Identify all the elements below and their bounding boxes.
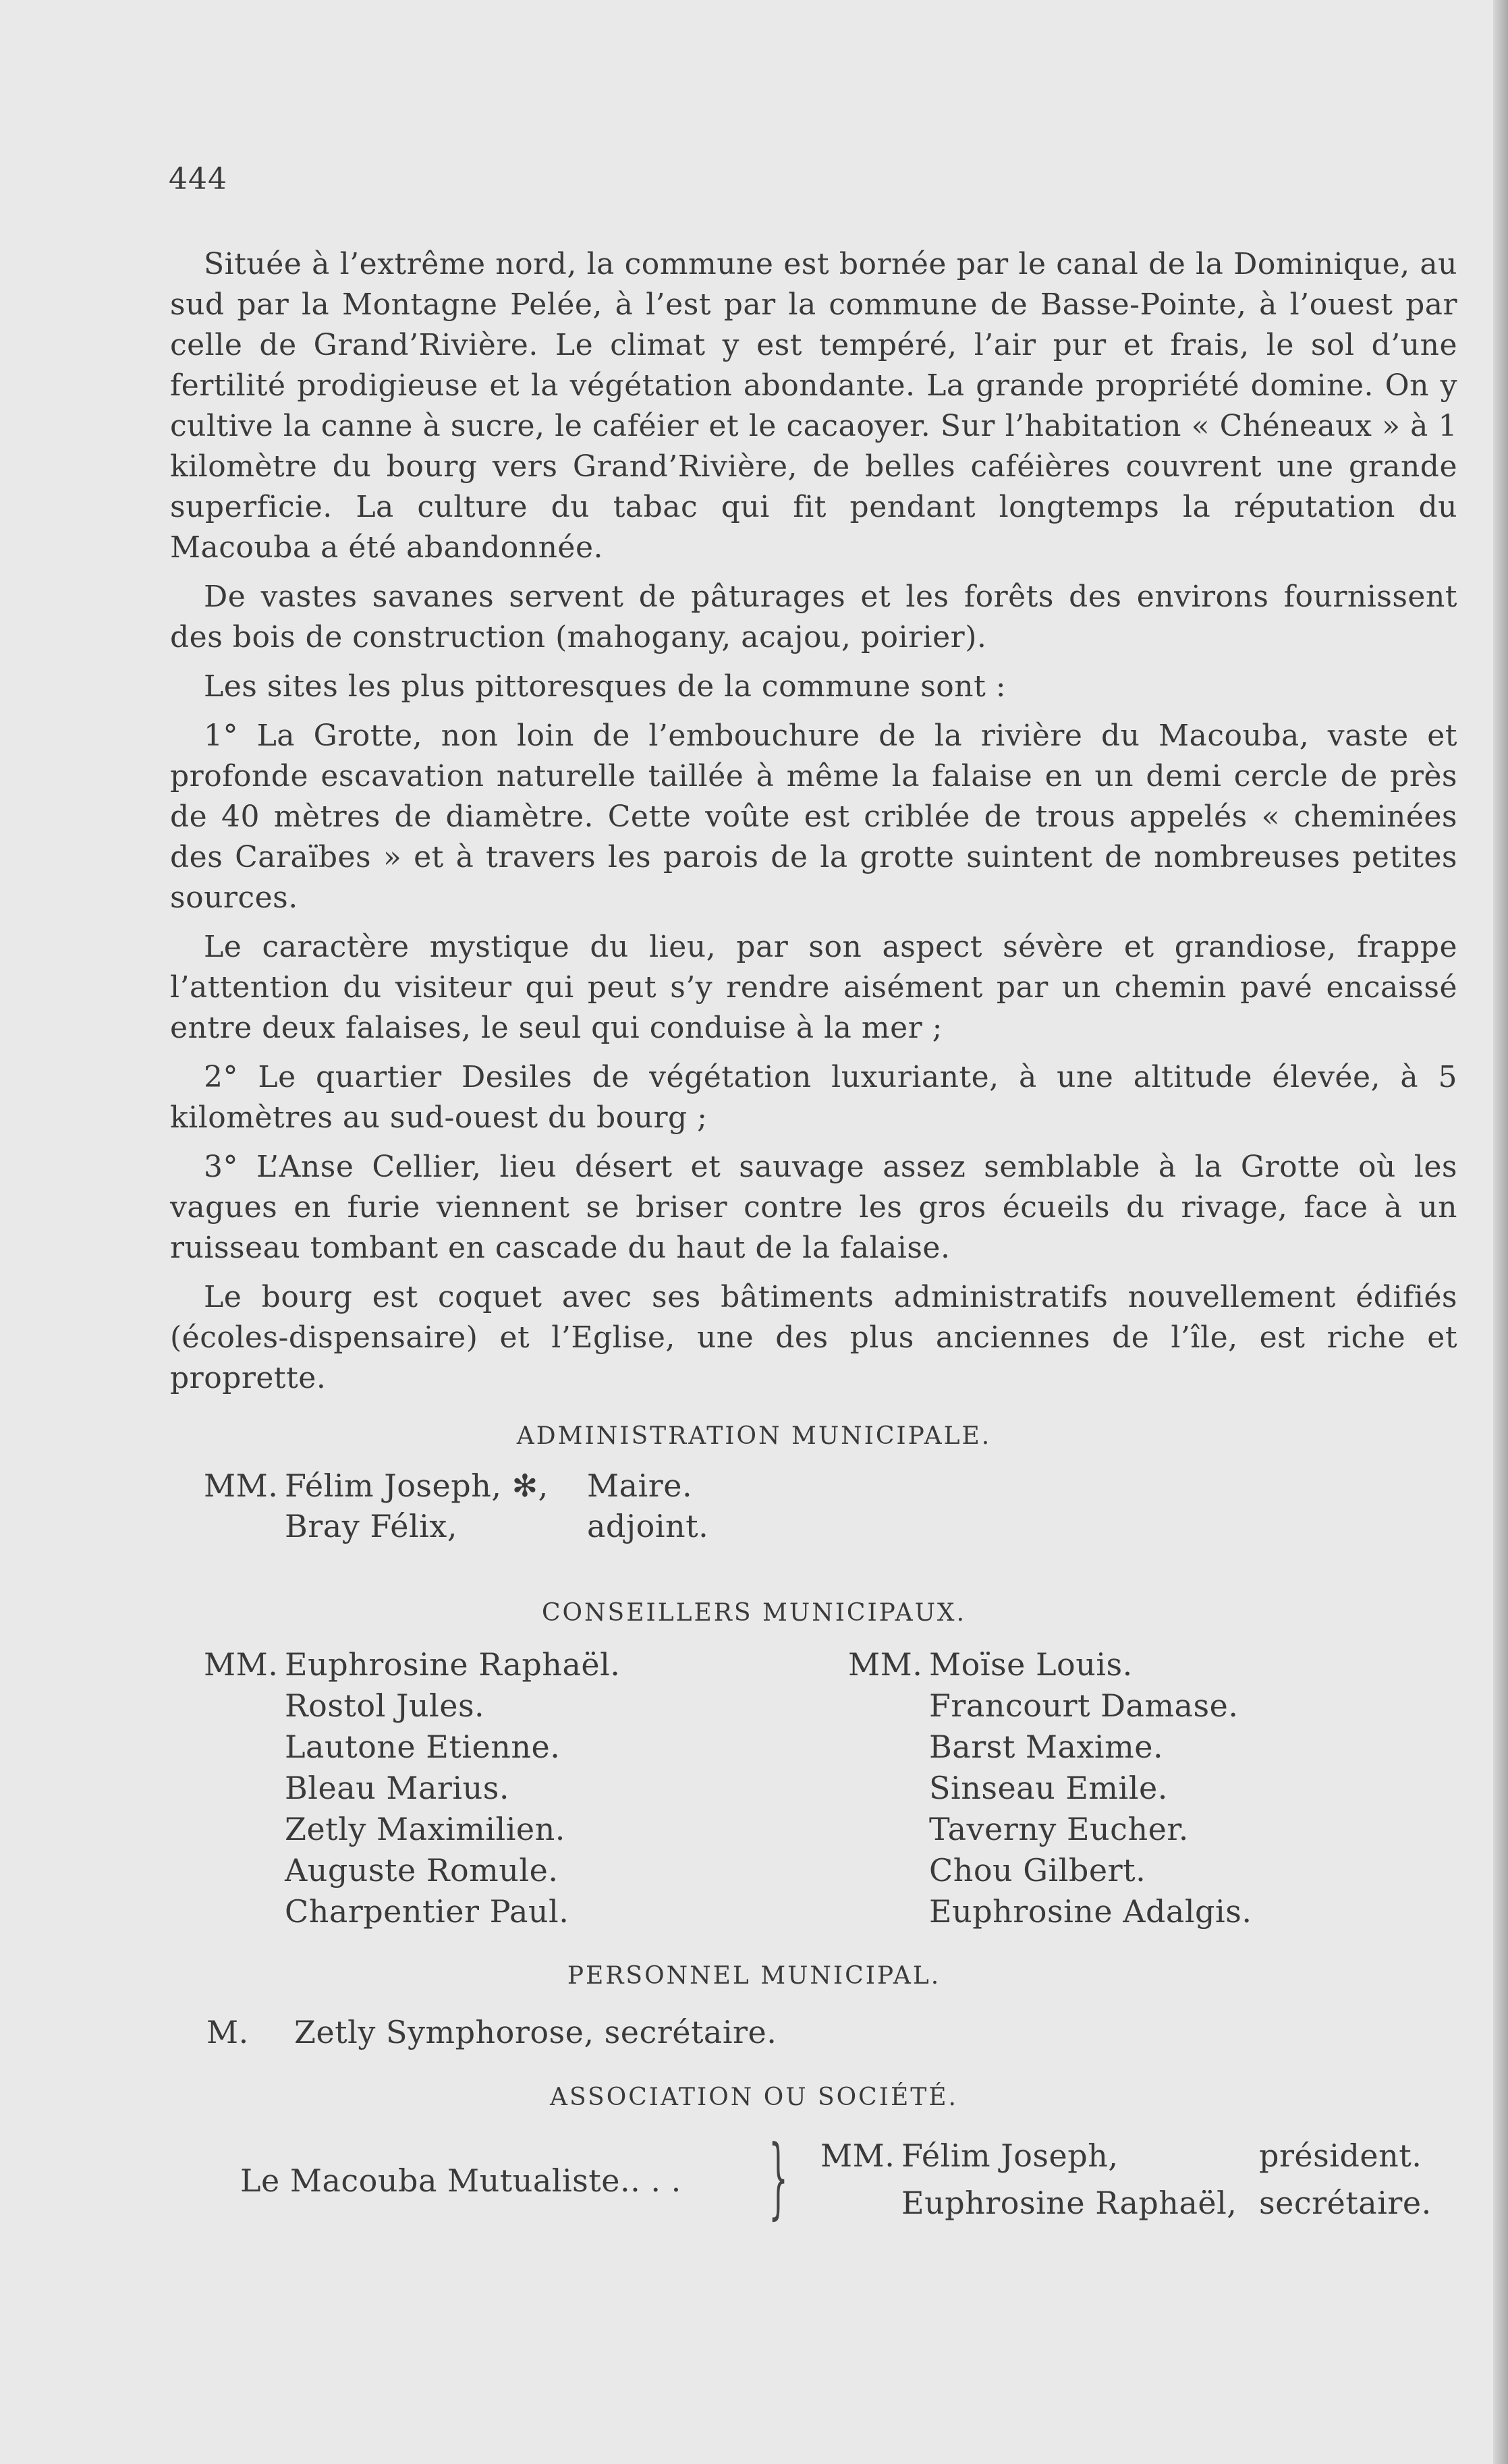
councillor: Lautone Etienne. <box>285 1729 561 1765</box>
paragraph: Située à l’extrême nord, la commune est bornée par le canal de la Dominique, au sud par la Montagne Pelée, à l’est par la commune de Basse-Pointe, à l’ouest par celle de Grand’Rivière. Le climat y est tempéré, l’air pur et frais, le sol d’une fertilité prodigieuse et la végétation abondante. La grande propriété domine. On y cultive la canne à sucre, le caféier et le cacaoyer. Sur l’habitation « Chéneaux » à 1 kilomètre du bourg vers Grand’Rivière, de belles caféières couvrent une grande superficie. La culture du tabac qui fit pendant longtemps la réputation du Macouba a été abandonnée. <box>170 247 1457 565</box>
council-prefix: MM. <box>848 1646 923 1683</box>
councillor: Zetly Maximilien. <box>285 1811 565 1847</box>
paragraph: 1° La Grotte, non loin de l’embouchure de la rivière du Macouba, vaste et profonde escavation naturelle taillée à même la falaise en un demi cercle de près de 40 mètres de diamètre. Cette voûte est criblée de trous appelés « cheminées des Caraïbes » et à travers les parois de la grotte suintent de nombreuses petites sources. <box>170 719 1457 915</box>
councillors-left-column <box>204 1644 848 1932</box>
administration-list <box>204 1465 708 1546</box>
association-prefix: MM. <box>820 2137 895 2174</box>
staff-prefix: M. <box>206 2014 249 2050</box>
admin-prefix: MM. <box>204 1467 279 1504</box>
paragraph: Les sites les plus pittoresques de la commune sont : <box>204 669 1007 704</box>
councillor: Chou Gilbert. <box>929 1852 1146 1888</box>
body-text <box>170 244 1457 1407</box>
paragraph: De vastes savanes servent de pâturages et les forêts des environs fournissent des bois de construction (mahogany, acajou, poirier). <box>170 580 1457 654</box>
admin-name: Bray Félix, <box>285 1508 457 1544</box>
association-member-role: secrétaire. <box>1259 2185 1432 2221</box>
council-prefix: MM. <box>204 1646 279 1683</box>
admin-row <box>204 1506 708 1546</box>
paragraph: Le caractère mystique du lieu, par son aspect sévère et grandiose, frappe l’attention du visiteur qui peut s’y rendre aisément par un chemin pavé encaissé entre deux falaises, le seul qui conduise à la mer ; <box>170 930 1457 1045</box>
councillors-list <box>204 1644 1351 1932</box>
association-members <box>820 2132 1432 2227</box>
association-member-name: Euphrosine Raphaël, <box>901 2185 1237 2221</box>
admin-role: adjoint. <box>587 1508 709 1544</box>
association-member-name: Félim Joseph, <box>901 2137 1119 2174</box>
councillor: Barst Maxime. <box>929 1729 1164 1765</box>
brace-symbol: } <box>769 2126 789 2229</box>
paragraph: 2° Le quartier Desiles de végétation luxuriante, à une altitude élevée, à 5 kilomètres au sud-ouest du bourg ; <box>170 1060 1457 1135</box>
admin-name: Félim Joseph, ✻, <box>285 1467 549 1504</box>
councillor: Taverny Eucher. <box>929 1811 1189 1847</box>
councillor: Rostol Jules. <box>285 1687 485 1724</box>
councillor: Sinseau Emile. <box>929 1770 1168 1806</box>
admin-role: Maire. <box>587 1467 693 1504</box>
councillor: Francourt Damase. <box>929 1687 1239 1724</box>
councillor: Bleau Marius. <box>285 1770 509 1806</box>
staff-entry <box>206 2014 777 2050</box>
association-block <box>240 2126 1455 2229</box>
page-number: 444 <box>169 162 227 196</box>
paragraph: 3° L’Anse Cellier, lieu désert et sauvage assez semblable à la Grotte où les vagues en furie viennent se briser contre les gros écueils du rivage, face à un ruisseau tombant en cascade du haut de la falaise. <box>170 1150 1457 1265</box>
councillor: Charpentier Paul. <box>285 1893 569 1930</box>
councillors-right-column <box>848 1644 1252 1932</box>
councillors-heading: CONSEILLERS MUNICIPAUX. <box>541 1599 967 1627</box>
association-name: Le Macouba Mutualiste.. . . <box>240 2162 681 2199</box>
councillor: Euphrosine Raphaël. <box>285 1646 621 1683</box>
administration-heading: ADMINISTRATION MUNICIPALE. <box>516 1422 992 1450</box>
councillor: Euphrosine Adalgis. <box>929 1893 1252 1930</box>
staff-heading: PERSONNEL MUNICIPAL. <box>567 1962 941 1990</box>
staff-name: Zetly Symphorose, secrétaire. <box>294 2014 777 2050</box>
association-member-row <box>820 2179 1432 2227</box>
association-member-role: président. <box>1259 2137 1422 2174</box>
paragraph: Le bourg est coquet avec ses bâtiments administratifs nouvellement édifiés (écoles-dispensaire) et l’Eglise, une des plus anciennes de l’île, est riche et proprette. <box>170 1280 1457 1395</box>
association-member-row <box>820 2132 1432 2179</box>
councillor: Auguste Romule. <box>285 1852 559 1888</box>
admin-row <box>204 1465 708 1506</box>
councillor: Moïse Louis. <box>929 1646 1133 1683</box>
association-heading: ASSOCIATION OU SOCIÉTÉ. <box>550 2083 958 2111</box>
